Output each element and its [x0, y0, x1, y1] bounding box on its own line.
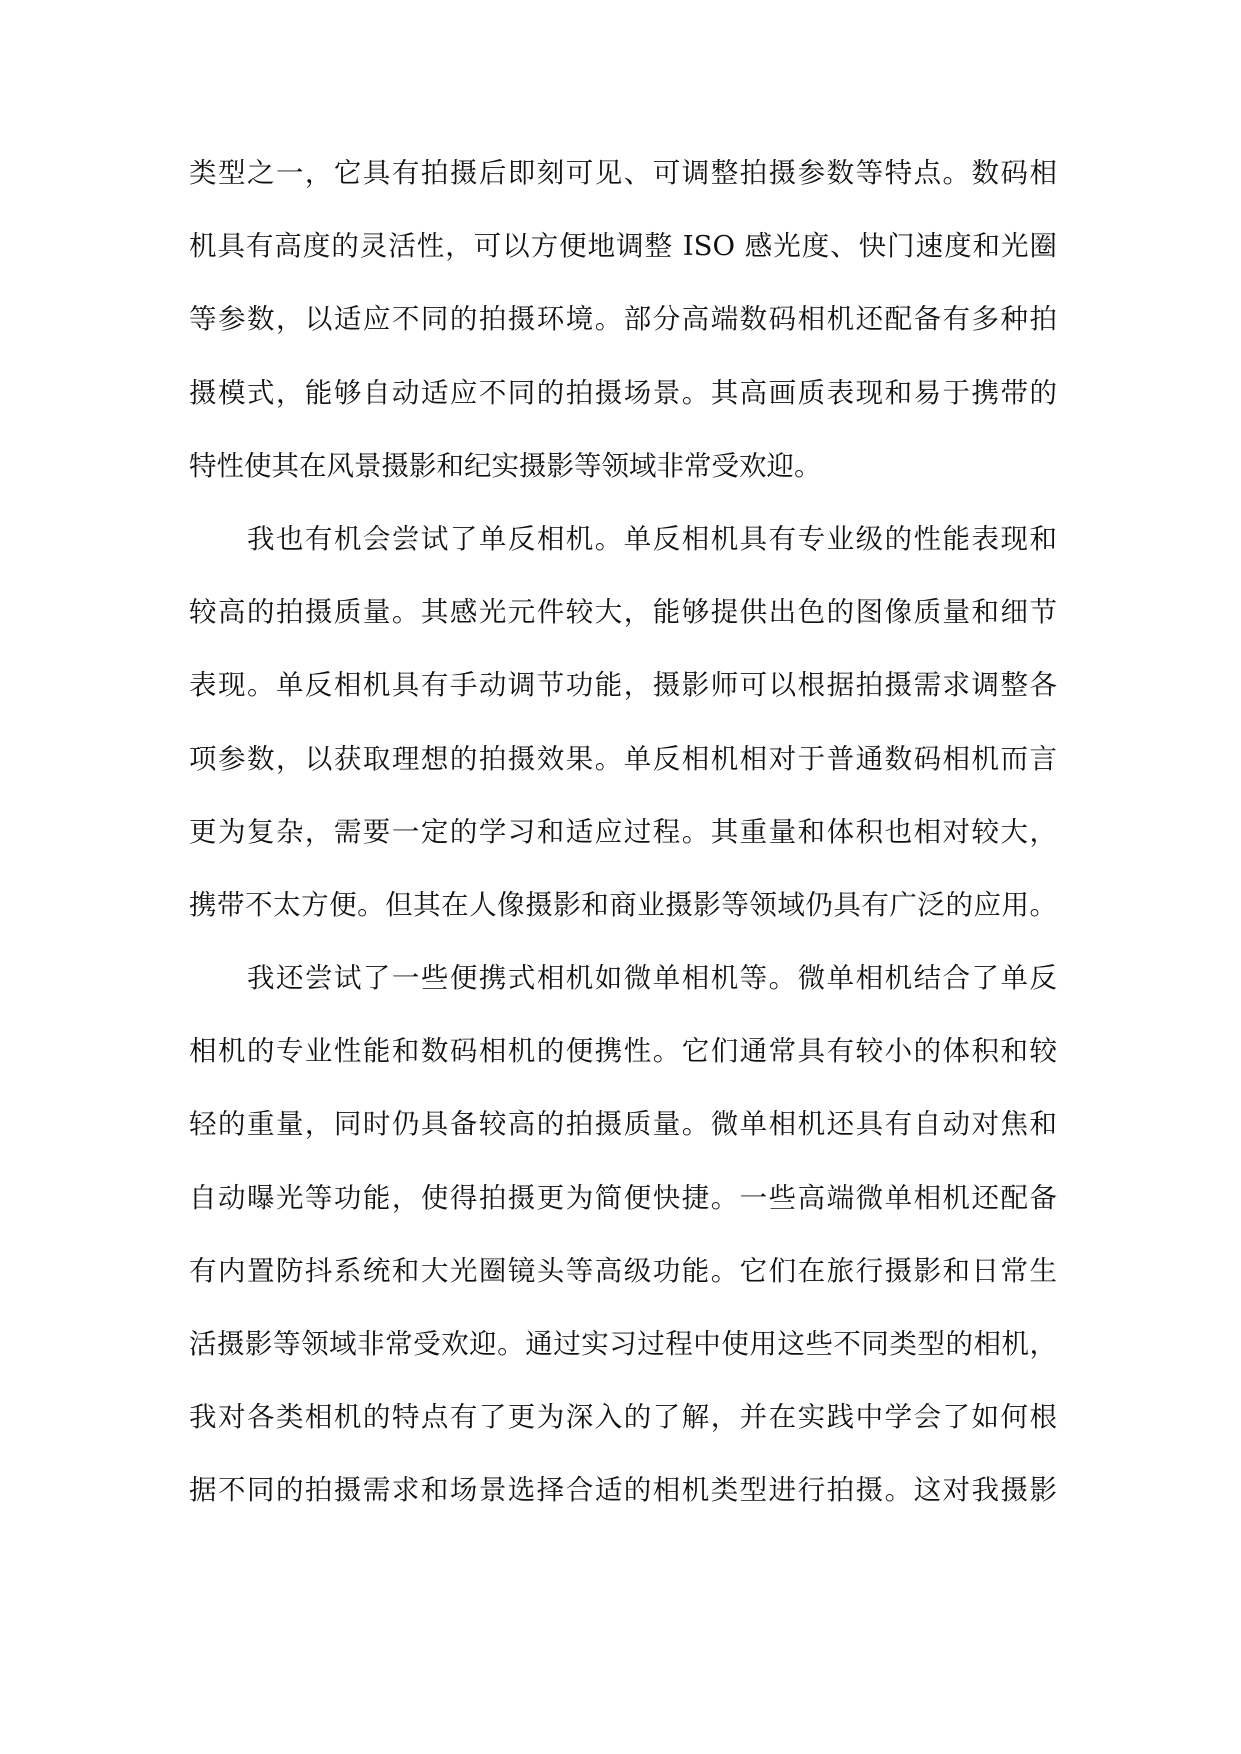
text-line: 据不同的拍摄需求和场景选择合适的相机类型进行拍摄。这对我摄影 [189, 1474, 1057, 1507]
document-body [189, 143, 1057, 1534]
text-line: 活摄影等领域非常受欢迎。通过实习过程中使用这些不同类型的相机， [189, 1328, 1057, 1360]
text-line: 相机的专业性能和数码相机的便携性。它们通常具有较小的体积和较 [189, 1035, 1057, 1068]
text-line: 项参数，以获取理想的拍摄效果。单反相机相对于普通数码相机而言 [189, 742, 1057, 775]
text-line: 轻的重量，同时仍具备较高的拍摄质量。微单相机还具有自动对焦和 [189, 1108, 1057, 1141]
text-line: 等参数，以适应不同的拍摄环境。部分高端数码相机还配备有多种拍 [189, 303, 1057, 336]
text-line: 有内置防抖系统和大光圈镜头等高级功能。它们在旅行摄影和日常生 [189, 1254, 1057, 1287]
text-line: 携带不太方便。但其在人像摄影和商业摄影等领域仍具有广泛的应用。 [189, 888, 1057, 921]
text-line: 我对各类相机的特点有了更为深入的了解，并在实践中学会了如何根 [189, 1401, 1057, 1434]
text-line: 类型之一，它具有拍摄后即刻可见、可调整拍摄参数等特点。数码相 [189, 157, 1057, 189]
text-line: 较高的拍摄质量。其感光元件较大，能够提供出色的图像质量和细节 [189, 596, 1057, 629]
text-line: 摄模式，能够自动适应不同的拍摄场景。其高画质表现和易于携带的 [189, 376, 1057, 409]
text-line: 更为复杂，需要一定的学习和适应过程。其重量和体积也相对较大， [189, 815, 1057, 848]
text-line: 自动曝光等功能，使得拍摄更为简便快捷。一些高端微单相机还配备 [189, 1181, 1057, 1214]
paragraph-first-line: 我也有机会尝试了单反相机。单反相机具有专业级的性能表现和 [247, 522, 1057, 555]
text-line: 表现。单反相机具有手动调节功能，摄影师可以根据拍摄需求调整各 [189, 669, 1057, 702]
paragraph-first-line: 我还尝试了一些便携式相机如微单相机等。微单相机结合了单反 [247, 962, 1057, 995]
text-line: 特性使其在风景摄影和纪实摄影等领域非常受欢迎。 [189, 449, 822, 482]
text-line: 机具有高度的灵活性，可以方便地调整 ISO 感光度、快门速度和光圈 [189, 230, 1057, 263]
